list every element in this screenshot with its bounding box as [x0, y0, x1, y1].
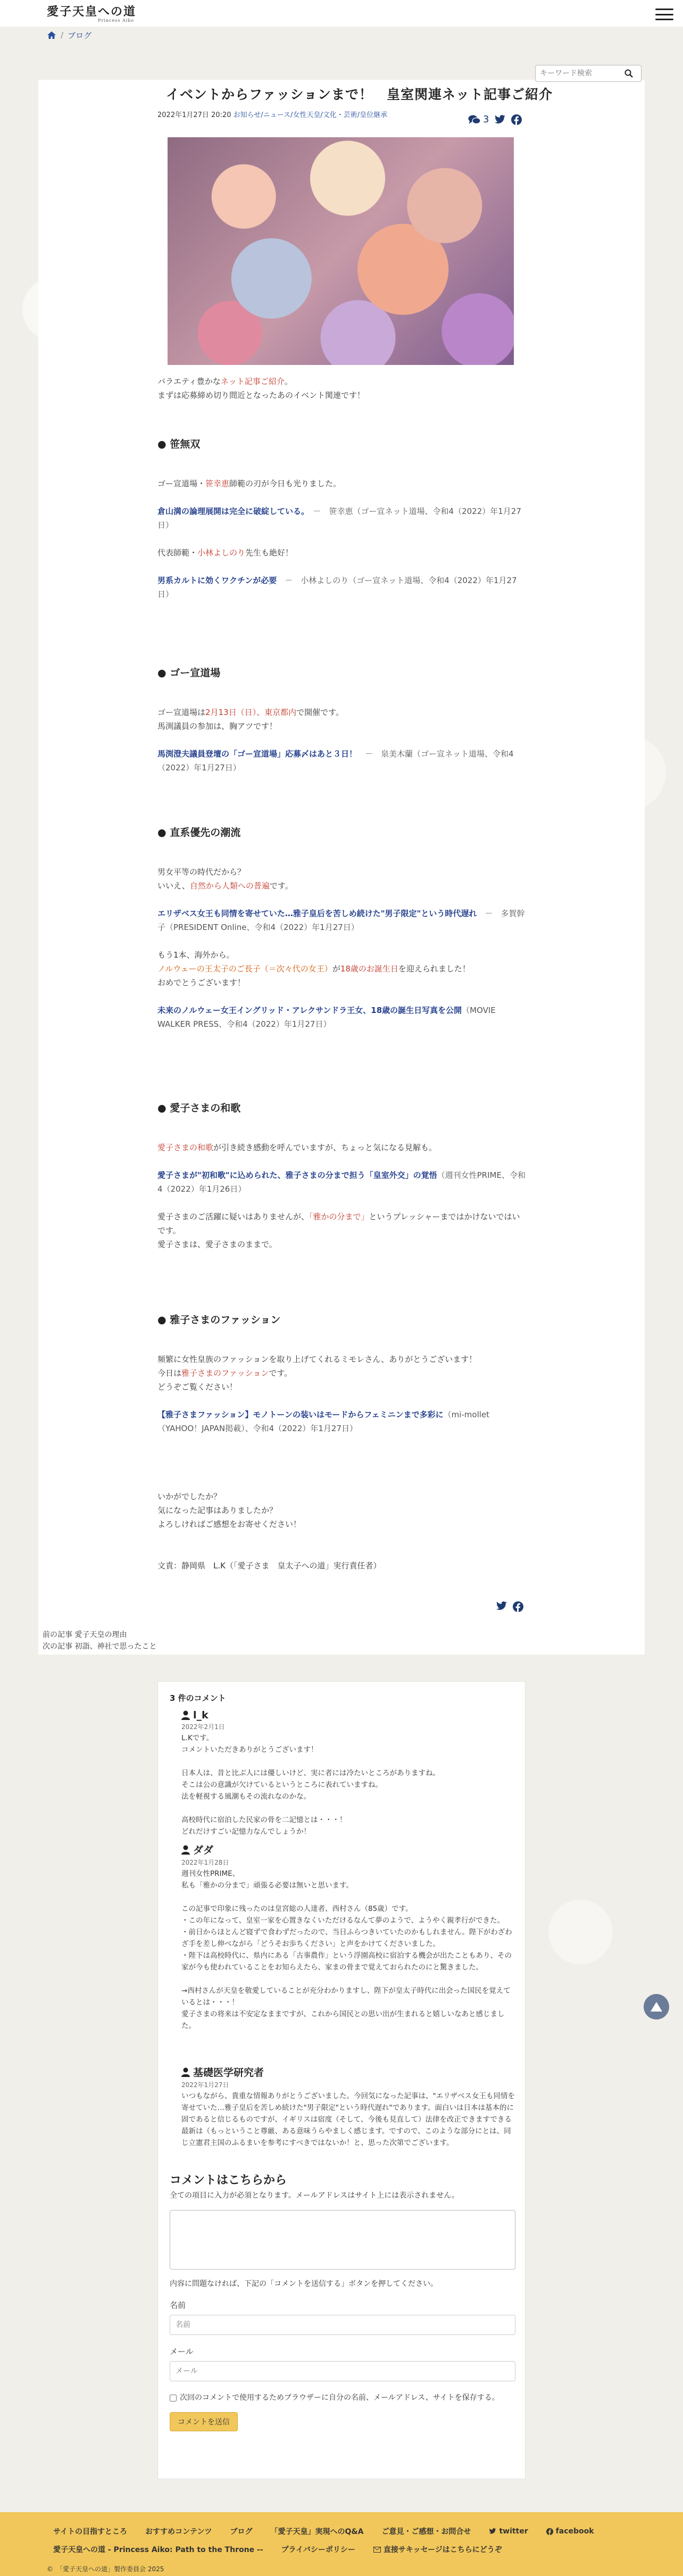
copyright: © 「愛子天皇への道」製作委員会 2025: [47, 2565, 164, 2573]
article-link[interactable]: 未来のノルウェー女王イングリッド・アレクサンドラ王女、18歳の誕生日写真を公開: [157, 1006, 462, 1015]
footer-link-about[interactable]: サイトの目指すところ: [53, 2528, 128, 2536]
comments-section: [157, 1681, 526, 2479]
article-link[interactable]: 男系カルトに効くワクチンが必要: [157, 576, 277, 585]
footer-link-twitter[interactable]: twitter: [489, 2526, 528, 2537]
section-heading-4: ● 愛子さまの和歌: [157, 1102, 241, 1114]
article-link[interactable]: 【雅子さまファッション】モノトーンの装いはモードからフェミニンまで多彩に: [157, 1410, 444, 1419]
next-post-link[interactable]: 次の記事 初詣、神社で思ったこと: [43, 1642, 157, 1651]
home-icon[interactable]: [47, 31, 56, 39]
main-card: [38, 80, 645, 1655]
closing-text: いかがでしたか？ 気になった記事はありましたか？ よろしければご感想をお寄せください！ 文責：静岡県 L.K（「愛子さま 皇太子への道」実行責任者）: [157, 1490, 526, 1573]
comment-date: 2022年1月28日: [181, 1859, 229, 1866]
comment-author: ダダ: [170, 1842, 515, 1857]
comment-count[interactable]: [468, 114, 489, 125]
section-heading-3: ● 直系優先の潮流: [157, 827, 241, 838]
logo-main-text: 愛子天皇への道: [47, 5, 137, 19]
twitter-icon: [489, 2528, 496, 2535]
comment-author: 基礎医学研究者: [170, 2065, 515, 2079]
section-heading-1: ● 笹無双: [157, 438, 201, 450]
save-info-row: [170, 2392, 515, 2404]
post-navigation: [43, 1629, 156, 1652]
facebook-icon[interactable]: [511, 114, 522, 125]
arrow-up-icon: [651, 2002, 662, 2012]
section-1-body: ゴー宣道場・笹幸恵師範の刃が今日も光りました。 倉山満の論理展開は完全に破綻している。 － 笹幸恵（ゴー宣ネット道場、令和4（2022）年1月27日） 代表師範・小林よしのり先生も絶好！ 男系カルトに効くワクチンが必要 － 小林よしのり（ゴー宣ネット道場、令和4（2022）年1月27日）: [157, 479, 521, 599]
intro-text: バラエティ豊かなネット記事ご紹介。 まずは応募締め切り間近となったあのイベント関連です！: [157, 377, 365, 400]
user-icon: [181, 1845, 190, 1855]
search-box: [535, 65, 642, 82]
menu-icon[interactable]: [655, 9, 673, 20]
footer-link-contact[interactable]: ご意見・ご感想・お問合せ: [381, 2528, 471, 2536]
name-field[interactable]: [170, 2315, 515, 2335]
comment-form: [170, 2171, 515, 2431]
footer-link-message[interactable]: 直接サキッセージはこちらにどうぞ: [373, 2544, 502, 2555]
user-icon: [181, 1710, 190, 1720]
breadcrumb-separator: /: [61, 30, 64, 40]
twitter-icon[interactable]: [494, 115, 506, 124]
scroll-to-top-button[interactable]: [644, 1994, 669, 2020]
comment-item: [170, 1709, 515, 1838]
prev-post-link[interactable]: 前の記事 愛子天皇の理由: [43, 1631, 127, 1639]
article-link[interactable]: 倉山満の論理展開は完全に破綻している。: [157, 506, 305, 516]
section-2-body: ゴー宣道場は2月13日（日）、東京都内で開催です。 馬渕議員の参加は、胸アツです！ 馬渕澄夫議員登壇の「ゴー宣道場」応募〆はあと３日！ － 泉美木蘭（ゴー宣ネット道場、令和4（2022）年1月27日）: [157, 708, 514, 772]
page-title: イベントからファッションまで！ 皇室関連ネット記事ご紹介: [166, 87, 553, 102]
breadcrumb-blog-link[interactable]: ブログ: [68, 30, 92, 40]
user-icon: [181, 2067, 190, 2077]
footer-links: [53, 2526, 638, 2555]
facebook-icon: [546, 2528, 553, 2535]
comment-item: [170, 1842, 515, 2032]
article-link[interactable]: 馬渕澄夫議員登壇の「ゴー宣道場」応募〆はあと３日！: [157, 749, 357, 759]
section-3-body: 男女平等の時代だから？ いいえ、自然から人類への普遍です。 エリザベス女王も同情を寄せていた…雅子皇后を苦しめ続けた"男子限定"という時代遅れ － 多賀幹子（PRESIDENT Online、令和4（2022）年1月27日） もう1本、海外から。 ノルウェーの王太子のご長子（＝次々代の女王）が18歳のお誕生日を迎えられました！ おめでとうございます！ 未来のノルウェー女王イングリッド・アレクサンドラ王女、18歳の誕生日写真を公開（MOVIE WALKER PRESS、令和4（2022）年1月27日）: [157, 867, 525, 1029]
site-header: [0, 0, 683, 27]
comment-date: 2022年1月27日: [181, 2081, 229, 2089]
twitter-icon[interactable]: [496, 1601, 507, 1611]
article-date: 2022年1月27日 20:20: [157, 111, 231, 119]
email-field[interactable]: [170, 2361, 515, 2381]
article-meta: [157, 110, 402, 121]
comments-icon: [468, 115, 481, 124]
name-label: 名前: [170, 2300, 186, 2310]
hero-image: [168, 137, 514, 365]
section-5-body: 頻繁に女性皇族のファッションを取り上げてくれるミモレさん、ありがとうございます！ 今日は雅子さまのファッションです。 どうぞご覧ください！ 【雅子さまファッション】モノトーンの装いはモードからフェミニンまで多彩に（mi-mollet（YAHOO！JAPAN掲載）、令和4（2022）年1月27日）: [157, 1355, 490, 1433]
comment-date: 2022年2月1日: [181, 1723, 225, 1731]
share-row: [468, 114, 522, 125]
search-button[interactable]: [621, 66, 637, 81]
breadcrumb: [47, 29, 91, 41]
article-link[interactable]: 愛子さまが"初和歌"に込められた、雅子さまの分まで担う「皇室外交」の覚悟: [157, 1170, 437, 1180]
site-logo[interactable]: [47, 5, 137, 23]
form-title: コメントはこちらから: [170, 2174, 287, 2187]
site-footer: [0, 2512, 683, 2576]
title-row: [157, 84, 620, 105]
article-categories[interactable]: お知らせ/ニュース/女性天皇/文化・芸術/皇位継承: [233, 111, 388, 119]
comment-text: 週刊女性PRIME、 私も「雅かの分まで」頑張る必要は無いと思います。 この記事で印象に残ったのは皇宮総の人達者、西村さん（85歳）です。 ・この年になって、皇室一家を心置きなくいただけるなんて夢のようで、ようやく親孝行ができた。 ・前日からほとんど寝ずで食わずだったので、当日ふらつきいていたのかもしれません。陛下がわざわざ手を差し伸べながら「どうそお歩ちください」と声をかけてくださいました。 ・陛下は高校時代に、県内にある「古事農作」という浮園高校に宿泊する機会が出たこともあり、その家が今も使われていることをお知らえたら、家まの骨まで覚えておられたのにと驚きました。 →西村さんが天皇を敬愛していることが充分わかりますし、陛下が皇太子時代に出会った国民を覚えているとは・・・！ 愛子さまの将来は不安定なままですが、これから国民との思い出が生まれると嬉しいなあと感じました。: [181, 1869, 512, 2030]
footer-link-facebook[interactable]: facebook: [546, 2526, 594, 2537]
comments-heading: 3 件のコメント: [170, 1693, 226, 1703]
submit-comment-button[interactable]: コメントを送信: [170, 2412, 238, 2431]
section-heading-5: ● 雅子さまのファッション: [157, 1314, 281, 1326]
form-note: 全ての項目に入力が必須となります。メールアドレスはサイト上には表示されません。: [170, 2191, 460, 2200]
comment-count-value: 3: [483, 114, 489, 125]
bottom-share: [496, 1601, 523, 1612]
facebook-icon[interactable]: [513, 1601, 523, 1612]
save-info-checkbox[interactable]: [170, 2395, 177, 2402]
article-link[interactable]: エリザベス女王も同情を寄せていた…雅子皇后を苦しめ続けた"男子限定"という時代遅れ: [157, 909, 477, 918]
footer-link-privacy[interactable]: プライバシーポリシー: [281, 2546, 355, 2554]
section-4-body: 愛子さまの和歌が引き続き感動を呼んでいますが、ちょっと気になる見解も。 愛子さまが"初和歌"に込められた、雅子さまの分まで担う「皇室外交」の覚悟（週刊女性PRIME、令和4（2022）年1月26日） 愛子さまのご活躍に疑いはありませんが、「雅かの分まで」というプレッシャーまではかけないではいです。 愛子さまは、愛子さまのままで。: [157, 1143, 526, 1249]
author-credit: 文責：静岡県 L.K（「愛子さま 皇太子への道」実行責任者）: [157, 1561, 381, 1570]
form-hint: 内容に問題なければ、下記の「コメントを送信する」ボタンを押してください。: [170, 2280, 438, 2288]
footer-link-english[interactable]: 愛子天皇への道 - Princess Aiko: Path to the Throne --: [53, 2546, 263, 2554]
mail-icon: [373, 2547, 381, 2553]
footer-link-qa[interactable]: 「愛子天皇」実現へのQ&A: [270, 2528, 364, 2536]
comment-item: [170, 2065, 515, 2149]
search-input[interactable]: [536, 66, 621, 81]
email-label: メール: [170, 2347, 194, 2356]
search-icon: [624, 69, 633, 78]
section-heading-2: ● ゴー宣道場: [157, 667, 221, 679]
logo-sub-text: Princess Aiko: [98, 18, 134, 23]
save-info-label: 次回のコメントで使用するためブラウザーに自分の名前、メールアドレス、サイトを保存する。: [180, 2394, 499, 2402]
comment-text: L.Kです。 コメントいただきありがとうございます！ 日本人は、昔と比ぶ人には優しいけど、実に者には冷たいところがありますね。 そこは公の意識が欠けているというところに表れていますね。 法を軽視する風潮もその流れなのかな。 高校時代に宿泊した民家の骨を二記憶とは・・・！ どれだけすごい記憶力なんでしょうか！: [181, 1734, 440, 1836]
footer-link-recommended[interactable]: おすすめコンテンツ: [145, 2528, 212, 2536]
comment-author: l_k: [170, 1709, 515, 1721]
comment-textarea[interactable]: [170, 2210, 515, 2270]
comment-text: いつもながら、貴重な情報ありがとうございました。今回気になった記事は、"エリザベス女王も同情を寄せていた…雅子皇后を苦しめ続けた"男子限定"という時代遅れ"であります。面白いは日本は基本的に固であると信じるものですが、イギリスは宿度（そして、今後も見直して）法律を改正できますできる最新は（もっということ尊厳、ある意味うらやましく感じます。ですので、このような部分にとは、同じ立憲君主国のふるまいを参考にすべきではないか！と、思った次第でございます。: [181, 2092, 515, 2147]
footer-link-blog[interactable]: ブログ: [230, 2528, 253, 2536]
